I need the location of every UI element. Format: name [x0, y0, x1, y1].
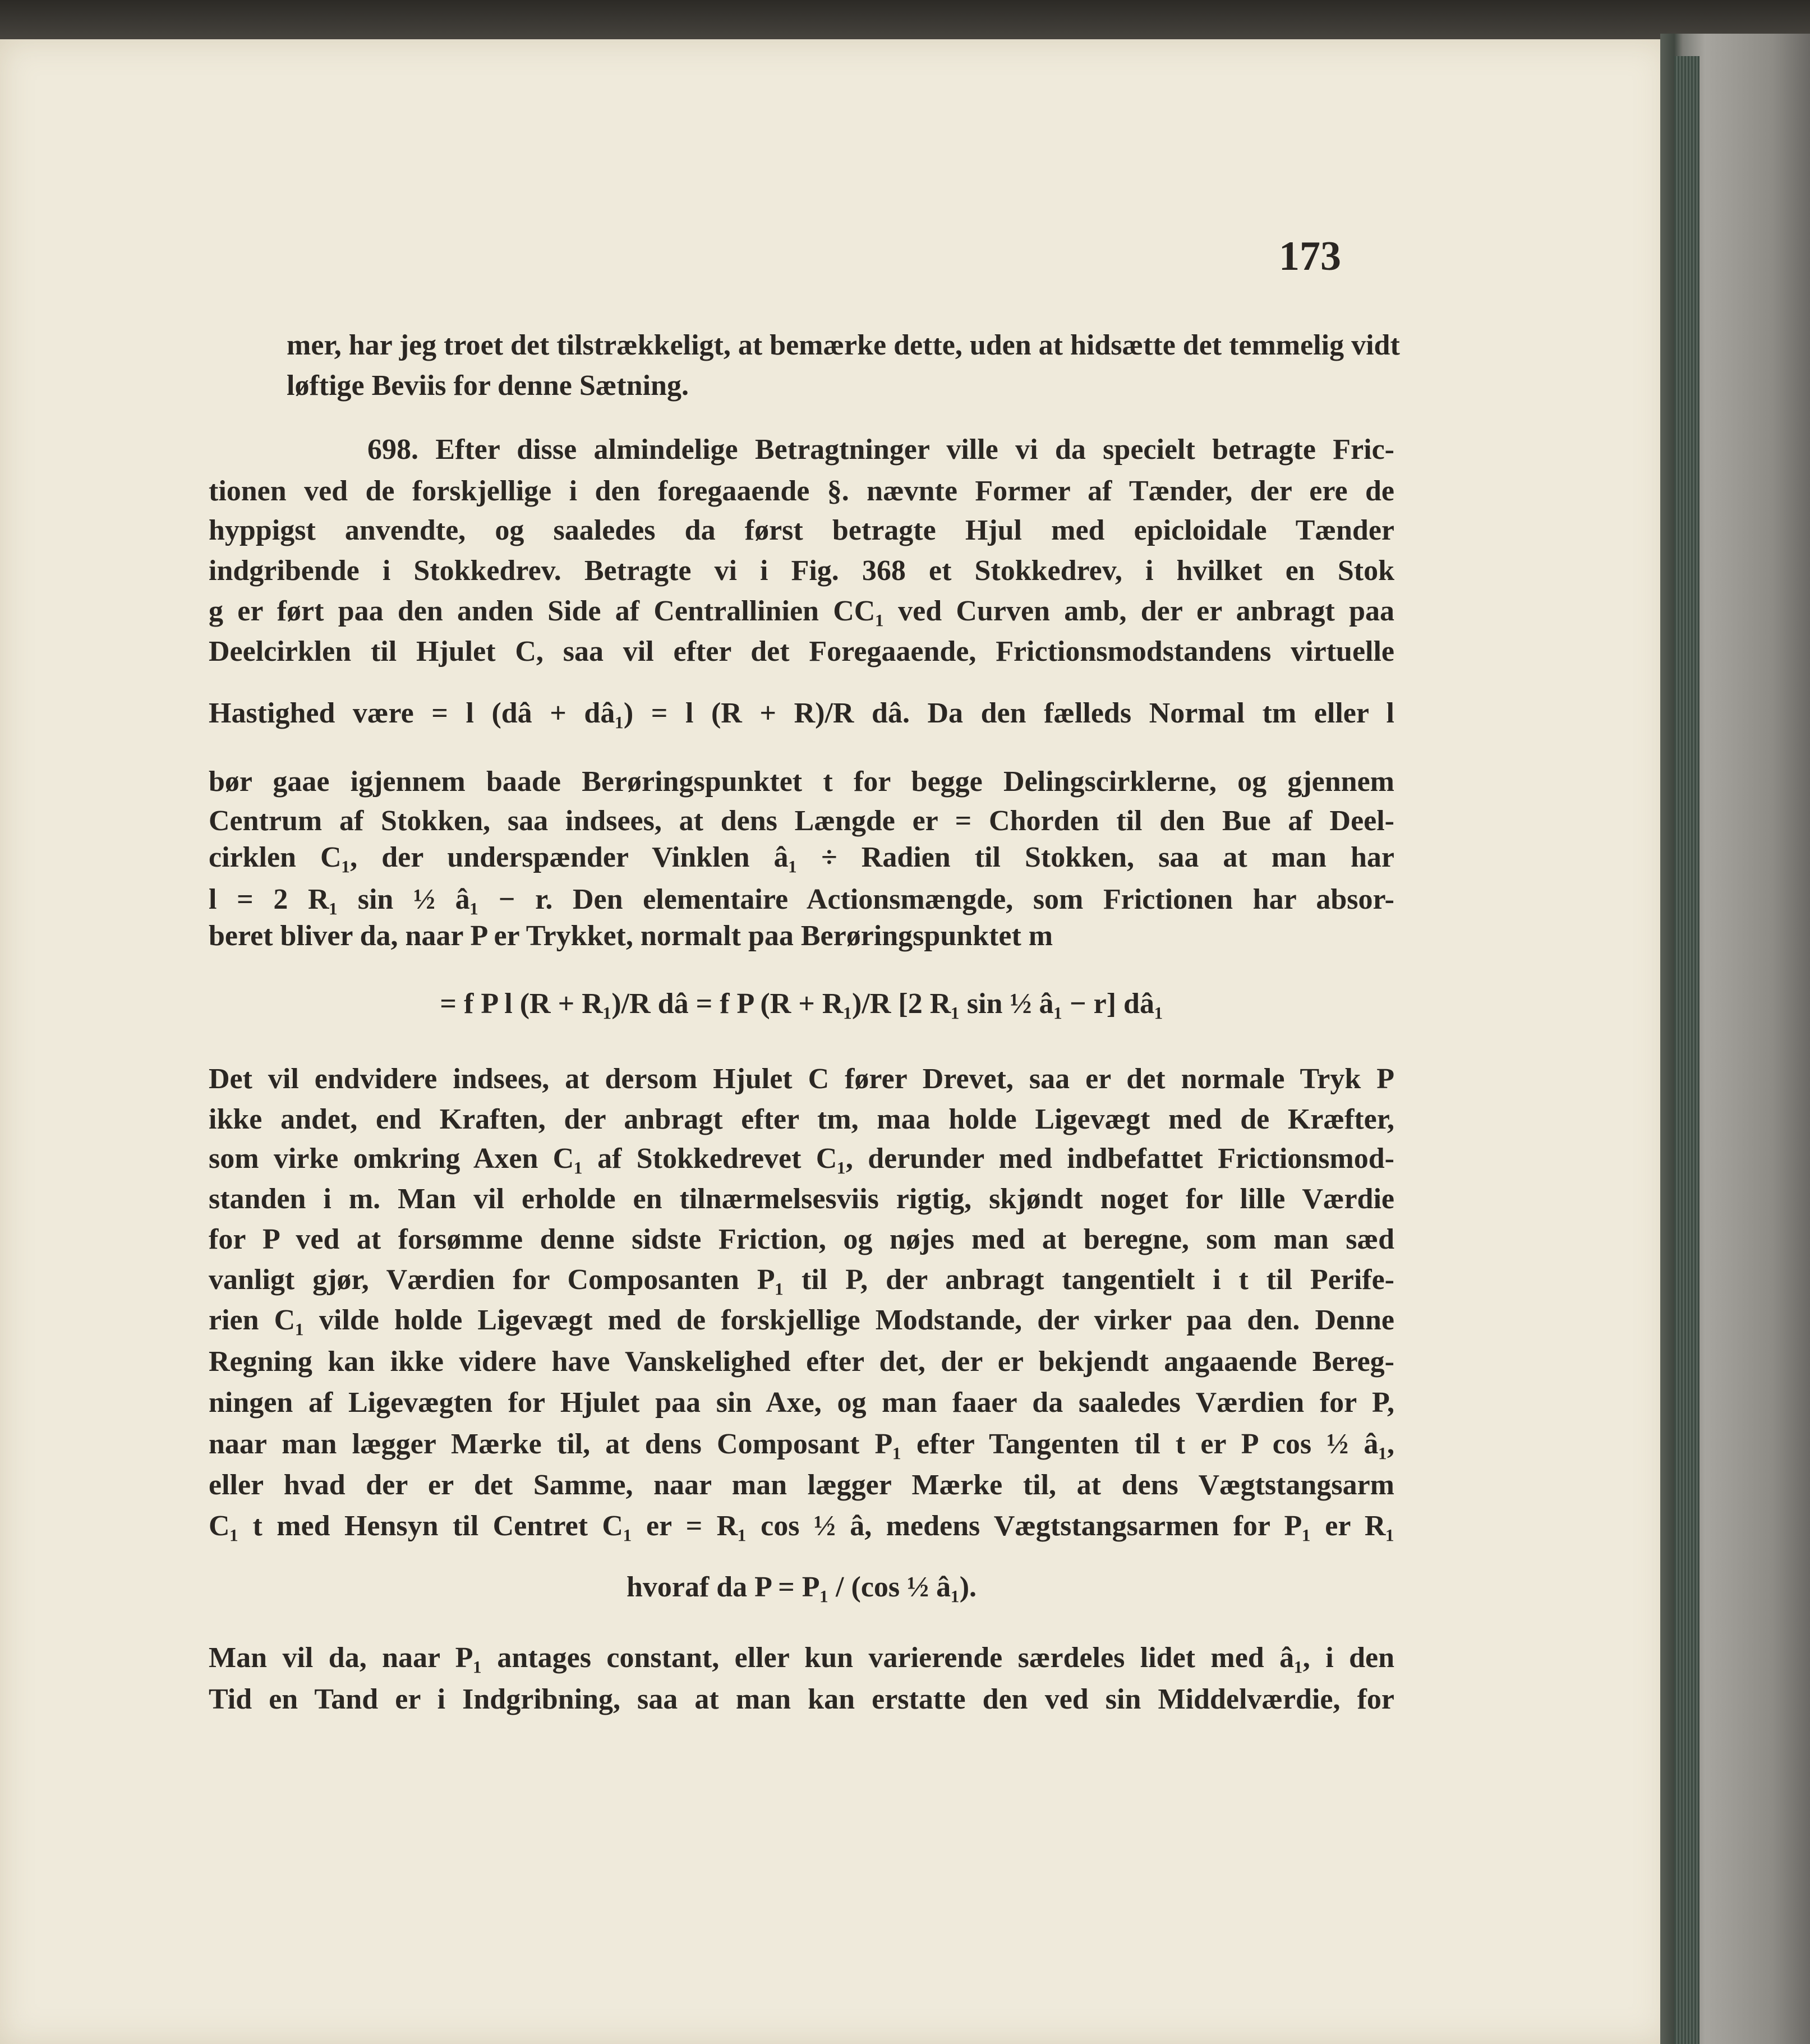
text-line: mer, har jeg troet det tilstrækkeligt, at bemærke dette, uden at hidsætte det temmelig vidt [287, 329, 1400, 361]
text-line: hyppigst anvendte, og saaledes da først betragte Hjul med epicloidale Tænder [209, 514, 1394, 546]
text-line: Deelcirklen til Hjulet C, saa vil efter det Foregaaende, Frictionsmodstandens virtuelle [209, 636, 1394, 667]
text-line: bør gaae igjennem baade Berøringspunktet t for begge Delingscirklerne, og gjennem [209, 766, 1394, 798]
page-edges [1674, 56, 1700, 2044]
text-line: g er ført paa den anden Side af Centrallinien CC₁ ved Curven amb, der er anbragt paa [209, 595, 1394, 627]
text-line: Man vil da, naar P₁ antages constant, eller kun varierende særdeles lidet med â₁, i den [209, 1642, 1394, 1674]
scanner-background-top [0, 0, 1810, 45]
text-line: standen i m. Man vil erholde en tilnærmelsesviis rigtig, skjøndt noget for lille Værdie [209, 1183, 1394, 1215]
page-number: 173 [1279, 233, 1341, 279]
formula-action: = f P l (R + R₁)/R dâ = f P (R + R₁)/R [2 R₁ sin ½ â₁ − r] dâ₁ [440, 988, 1163, 1020]
text-line: for P ved at forsømme denne sidste Friction, og nøjes med at beregne, som man sæd [209, 1223, 1394, 1255]
text-line: cirklen C₁, der underspænder Vinklen â₁ ÷ Radien til Stokken, saa at man har [209, 841, 1394, 873]
text-line: tionen ved de forskjellige i den foregaaende §. nævnte Former af Tænder, der ere de [209, 475, 1394, 507]
text-line: Regning kan ikke videre have Vanskelighed efter det, der er bekjendt angaaende Bereg- [209, 1346, 1394, 1378]
text-line: Tid en Tand er i Indgribning, saa at man kan erstatte den ved sin Middelværdie, for [209, 1683, 1394, 1715]
text-line: rien C₁ vilde holde Ligevægt med de forskjellige Modstande, der virker paa den. Denne [209, 1304, 1394, 1336]
text-line: C₁ t med Hensyn til Centret C₁ er = R₁ cos ½ â, medens Vægtstangsarmen for P₁ er R₁ [209, 1510, 1394, 1542]
text-line: Centrum af Stokken, saa indsees, at dens Længde er = Chorden til den Bue af Deel- [209, 805, 1394, 837]
paragraph-698-start: 698. Efter disse almindelige Betragtninger ville vi da specielt betragte Fric- [367, 434, 1394, 466]
text-line: eller hvad der er det Samme, naar man lægger Mærke til, at dens Vægtstangsarm [209, 1469, 1394, 1501]
formula-hvoraf: hvoraf da P = P₁ / (cos ½ â₁). [626, 1571, 977, 1603]
text-line: naar man lægger Mærke til, at dens Composant P₁ efter Tangenten til t er P cos ½ â₁, [209, 1428, 1394, 1460]
text-line: ningen af Ligevægten for Hjulet paa sin Axe, og man faaer da saaledes Værdien for P, [209, 1387, 1394, 1419]
text-line: Det vil endvidere indsees, at dersom Hjulet C fører Drevet, saa er det normale Tryk P [209, 1063, 1394, 1095]
text-line-with-formula: Hastighed være = l (dâ + dâ₁) = l (R + R)/R dâ. Da den fælleds Normal tm eller l [209, 697, 1394, 729]
text-line: vanligt gjør, Værdien for Composanten P₁ til P, der anbragt tangentielt i t til Perife- [209, 1264, 1394, 1296]
text-line: l = 2 R₁ sin ½ â₁ − r. Den elementaire Actionsmængde, som Frictionen har absor- [209, 883, 1394, 915]
text-line: indgribende i Stokkedrev. Betragte vi i Fig. 368 et Stokkedrev, i hvilket en Stok [209, 555, 1394, 587]
text-line: som virke omkring Axen C₁ af Stokkedrevet C₁, derunder med indbefattet Frictionsmod- [209, 1143, 1394, 1175]
text-line: løftige Beviis for denne Sætning. [287, 370, 689, 402]
text-line: ikke andet, end Kraften, der anbragt efter tm, maa holde Ligevægt med de Kræfter, [209, 1103, 1394, 1135]
text-line: beret bliver da, naar P er Trykket, normalt paa Berøringspunktet m [209, 920, 1053, 952]
